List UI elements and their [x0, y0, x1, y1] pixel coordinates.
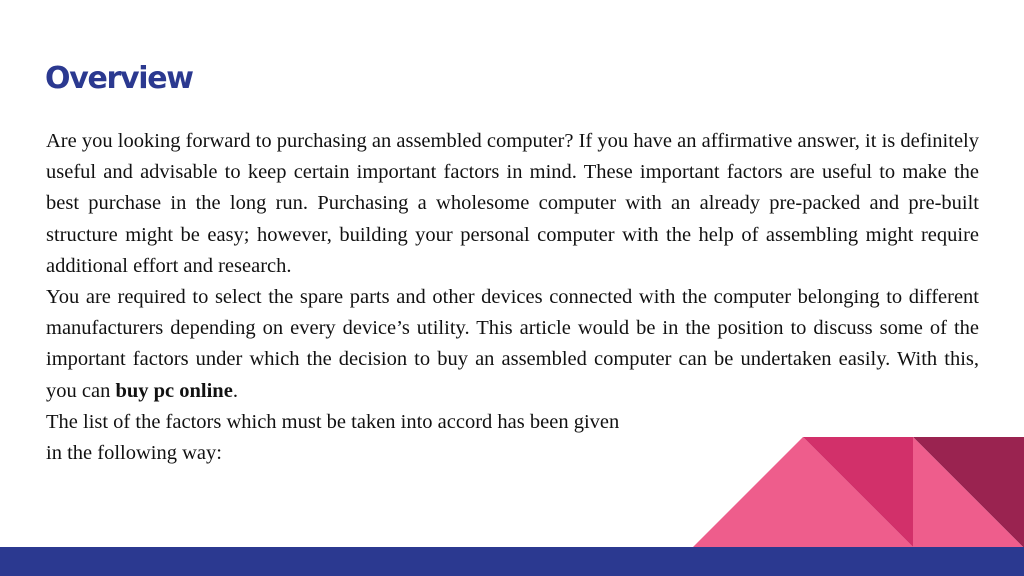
paragraph-list-intro-line2: in the following way:	[46, 442, 222, 465]
paragraph-details-text: You are required to select the spare parts and other devices connected with the computer belonging to different manufacturers depending on every device’s utility. This article would be in the position to discuss some of the important factors under which the decision to buy an assembled computer can be undertaken easily. With this, you can	[46, 286, 979, 402]
slide-title: Overview	[45, 61, 193, 96]
footer-bar	[0, 547, 1024, 576]
paragraph-details	[46, 282, 979, 407]
paragraph-list-intro	[46, 407, 979, 469]
paragraph-details-end: .	[232, 379, 238, 402]
buy-pc-online-link[interactable]: buy pc online	[115, 379, 233, 402]
paragraph-list-intro-line1: The list of the factors which must be taken into accord has been given	[46, 410, 620, 433]
slide-body	[46, 126, 979, 469]
paragraph-intro: Are you looking forward to purchasing an assembled computer? If you have an affirmative answer, it is definitely useful and advisable to keep certain important factors in mind. These important factors are useful to make the best purchase in the long run. Purchasing a wholesome computer with an already pre-packed and pre-built structure might be easy; however, building your personal computer with the help of assembling might require additional effort and research.	[46, 130, 979, 277]
